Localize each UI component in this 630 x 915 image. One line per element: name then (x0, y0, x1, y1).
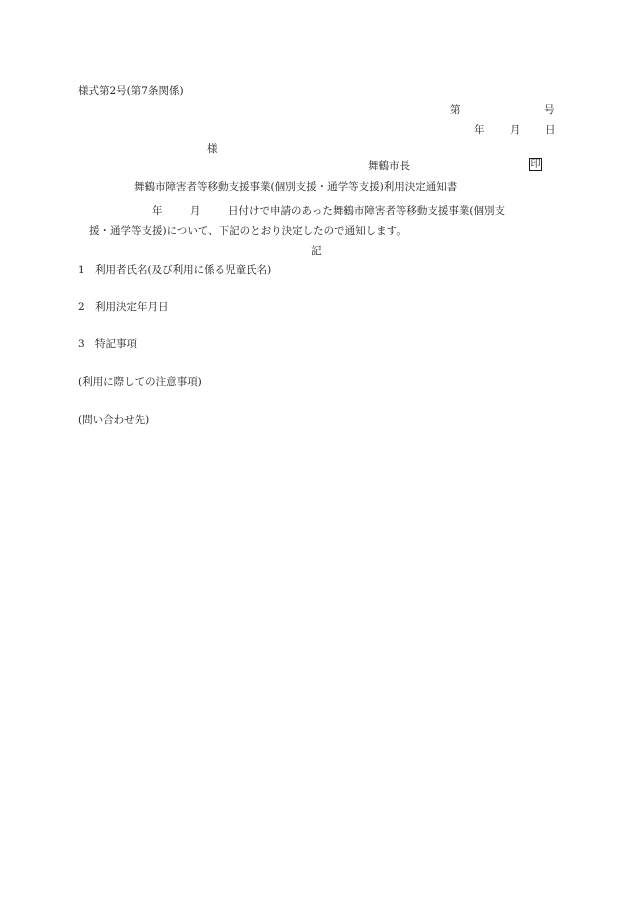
ki-heading: 記 (311, 245, 322, 257)
body-month-label: 月 (190, 205, 201, 217)
document-title: 舞鶴市障害者等移動支援事業(個別支援・通学等支援)利用決定通知書 (134, 181, 458, 193)
body-text-line-1: 日付けで申請のあった舞鶴市障害者等移動支援事業(個別支 (228, 205, 505, 217)
form-number: 様式第2号(第7条関係) (78, 85, 184, 97)
item-3-number: 3 (78, 338, 85, 350)
date-year-label: 年 (474, 124, 485, 136)
doc-number-prefix: 第 (450, 104, 461, 116)
date-month-label: 月 (510, 124, 521, 136)
body-year-label: 年 (152, 205, 163, 217)
item-2-label: 利用決定年月日 (95, 301, 169, 313)
issuer-name: 舞鶴市長 (368, 160, 410, 172)
notes-heading: (利用に際しての注意事項) (78, 376, 202, 388)
seal-mark: 印 (530, 159, 541, 170)
addressee-suffix: 様 (207, 143, 218, 155)
body-text-line-2: 援・通学等支援)について、下記のとおり決定したので通知します。 (89, 225, 407, 237)
item-1-label: 利用者氏名(及び利用に係る児童氏名) (95, 264, 272, 276)
doc-number-suffix: 号 (544, 104, 555, 116)
contact-heading: (問い合わせ先) (78, 414, 150, 426)
item-1-number: 1 (78, 264, 85, 276)
date-day-label: 日 (545, 124, 556, 136)
item-2-number: 2 (78, 301, 85, 313)
item-3-label: 特記事項 (95, 338, 137, 350)
